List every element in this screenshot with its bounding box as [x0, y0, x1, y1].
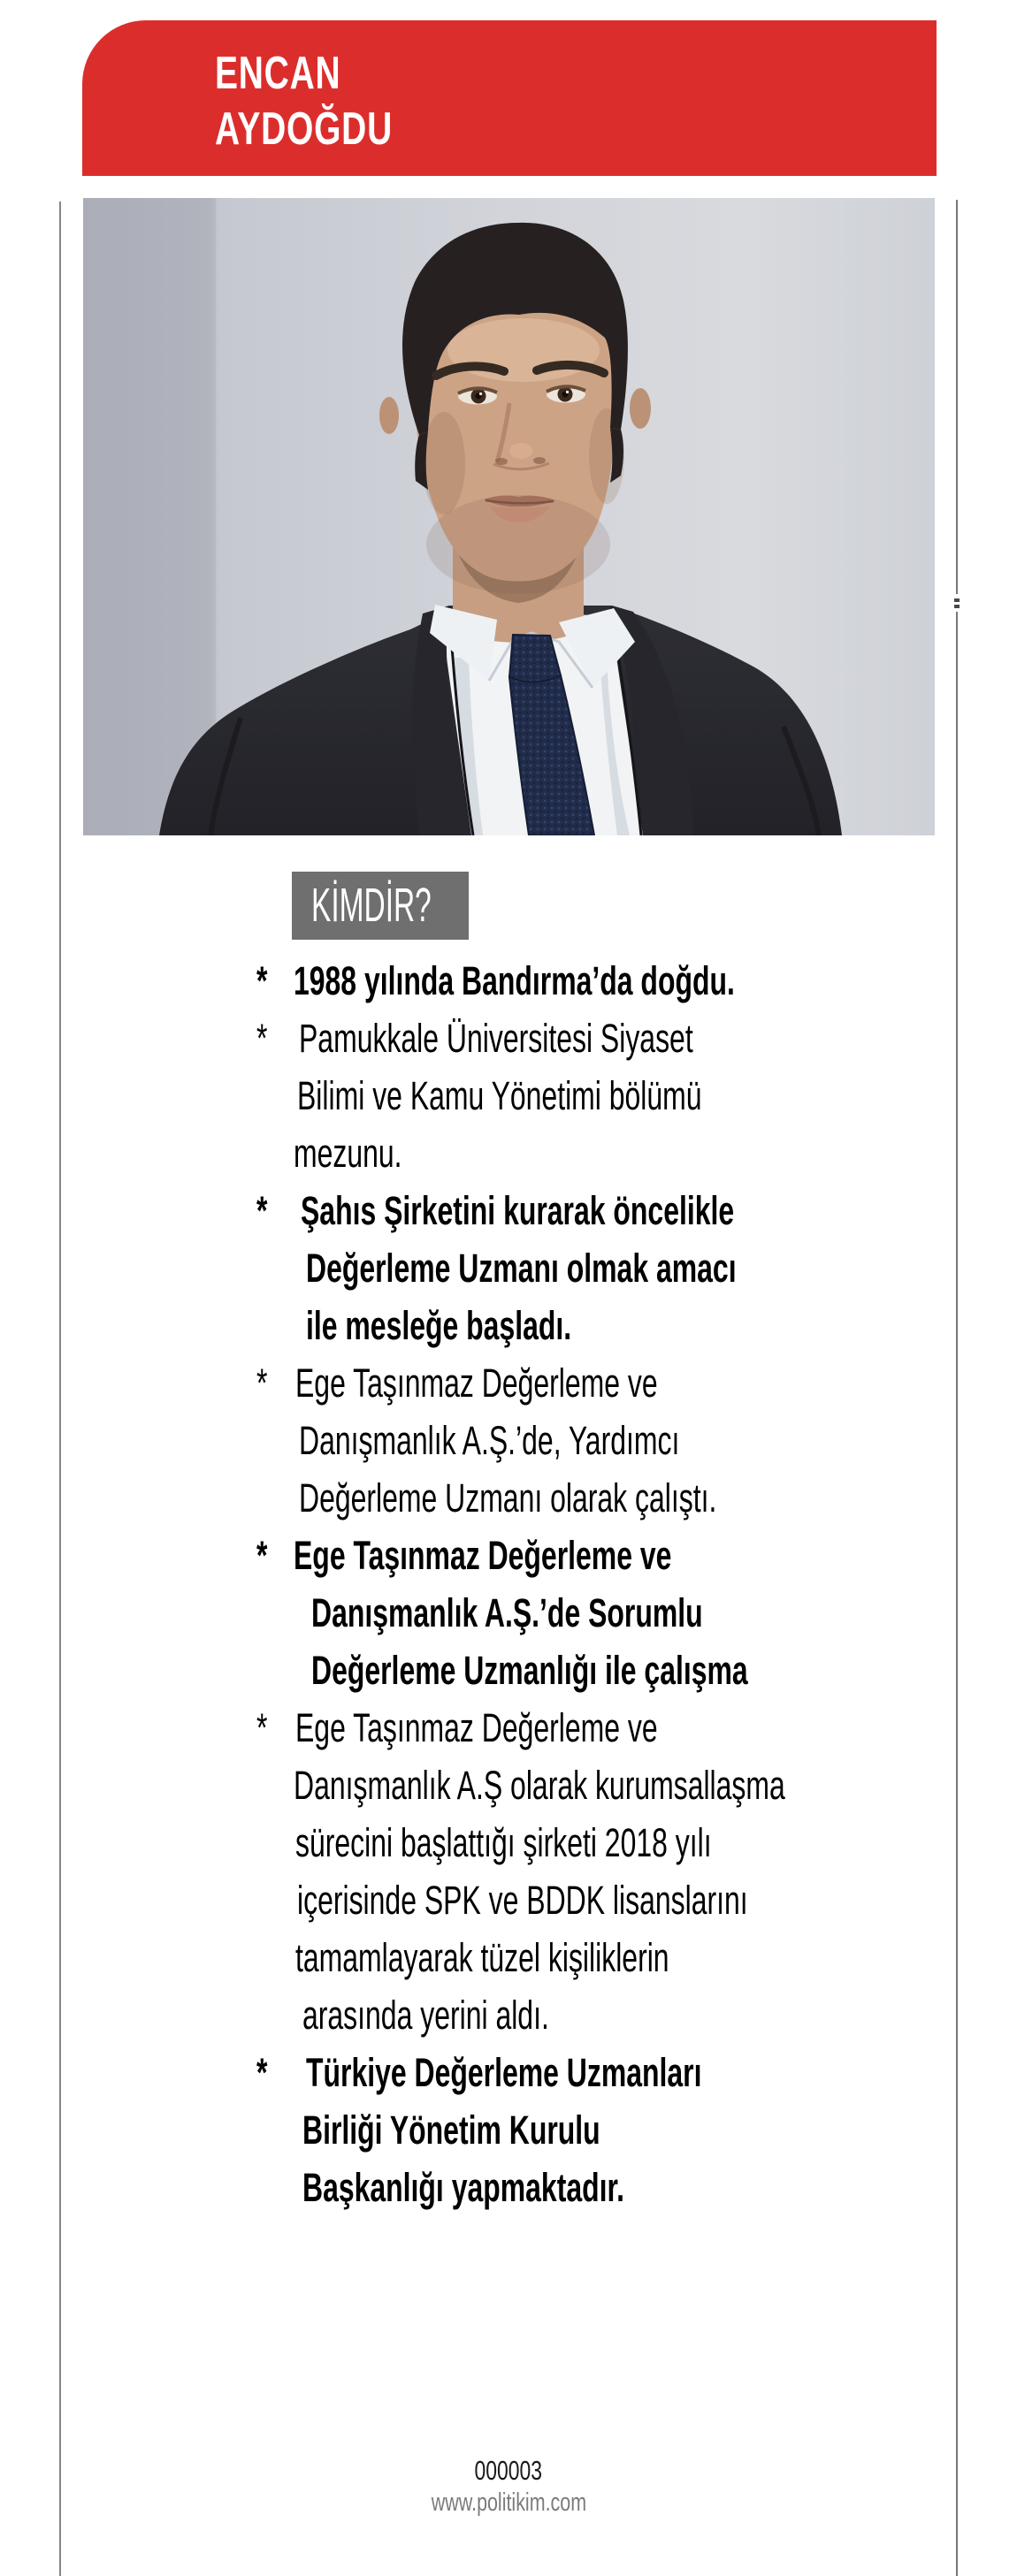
- person-name-last: AYDOĞDU: [215, 103, 394, 155]
- bio-line: [0, 1412, 1017, 1469]
- bio-line-text: tamamlayarak tüzel kişiliklerin: [295, 1935, 669, 1980]
- bio-line: [0, 1986, 1017, 2044]
- footer-code-text: 000003: [474, 2455, 543, 2486]
- bio-line-text: Şahıs Şirketini kurarak öncelikle: [301, 1188, 735, 1233]
- footer-website: [0, 2483, 1017, 2522]
- bio-line-text: Değerleme Uzmanı olarak çalıştı.: [299, 1475, 717, 1520]
- section-label: KİMDİR?: [311, 879, 432, 932]
- bio-line-text: arasında yerini aldı.: [302, 1993, 549, 2038]
- bio-line: [0, 1929, 1017, 1986]
- bullet-marker: *: [256, 1188, 268, 1233]
- bullet-marker: *: [256, 1016, 268, 1061]
- bullet-marker: *: [256, 2050, 268, 2095]
- bullet-marker: *: [256, 958, 268, 1003]
- portrait-illustration: [83, 198, 935, 835]
- bio-line: [0, 1182, 1017, 1239]
- bio-line-text: Değerleme Uzmanlığı ile çalışma: [311, 1648, 748, 1693]
- bio-line: [0, 1239, 1017, 1297]
- bio-line-text: 1988 yılında Bandırma’da doğdu.: [294, 958, 735, 1003]
- bio-line: [0, 1297, 1017, 1354]
- bio-line: [0, 1354, 1017, 1412]
- bullet-marker: *: [256, 1533, 268, 1578]
- bio-line: [0, 2044, 1017, 2101]
- bio-line: [0, 1642, 1017, 1699]
- bio-line: [0, 1469, 1017, 1527]
- bio-line: [0, 1067, 1017, 1124]
- bio-line: [0, 1527, 1017, 1584]
- section-label-box: [292, 872, 469, 940]
- bio-line-text: Danışmanlık A.Ş.’de Sorumlu: [311, 1590, 703, 1635]
- portrait-photo: [83, 198, 935, 835]
- right-rule-break-dash: [954, 605, 960, 608]
- bio-line-text: mezunu.: [294, 1131, 402, 1176]
- bio-line: [0, 1010, 1017, 1067]
- bio-line: [0, 952, 1017, 1010]
- bio-list: [0, 952, 1017, 2216]
- bullet-marker: *: [256, 1705, 268, 1750]
- person-name: [215, 46, 452, 157]
- bio-line-text: Danışmanlık A.Ş olarak kurumsallaşma: [294, 1763, 785, 1808]
- bio-line-text: içerisinde SPK ve BDDK lisanslarını: [297, 1878, 748, 1923]
- bio-line: [0, 2159, 1017, 2216]
- bullet-marker: *: [256, 1360, 268, 1406]
- bio-line-text: ile mesleğe başladı.: [306, 1303, 572, 1348]
- right-rule-break-dash: [954, 598, 960, 602]
- bio-line-text: Ege Taşınmaz Değerleme ve: [295, 1360, 658, 1406]
- person-name-first: ENCAN: [215, 48, 341, 99]
- bio-line-text: Birliği Yönetim Kurulu: [302, 2107, 600, 2153]
- bio-line: [0, 1871, 1017, 1929]
- bio-line: [0, 1699, 1017, 1757]
- footer-website-text: www.politikim.com: [431, 2488, 586, 2517]
- bio-line-text: Türkiye Değerleme Uzmanları: [306, 2050, 702, 2095]
- bio-line: [0, 1757, 1017, 1814]
- bio-line-text: Pamukkale Üniversitesi Siyaset: [299, 1016, 693, 1061]
- bio-line-text: sürecini başlattığı şirketi 2018 yılı: [295, 1820, 712, 1865]
- bio-line-text: Değerleme Uzmanı olmak amacı: [306, 1246, 737, 1291]
- bio-line: [0, 1814, 1017, 1871]
- bio-line-text: Bilimi ve Kamu Yönetimi bölümü: [297, 1073, 702, 1118]
- bio-line: [0, 2101, 1017, 2159]
- bio-line: [0, 1124, 1017, 1182]
- bio-line-text: Ege Taşınmaz Değerleme ve: [295, 1705, 658, 1750]
- name-banner: [82, 20, 937, 176]
- bio-line-text: Ege Taşınmaz Değerleme ve: [294, 1533, 672, 1578]
- bio-line-text: Danışmanlık A.Ş.’de, Yardımcı: [299, 1418, 680, 1463]
- bio-line-text: Başkanlığı yapmaktadır.: [302, 2165, 625, 2210]
- right-vertical-rule-top: [956, 200, 958, 594]
- bio-line: [0, 1584, 1017, 1642]
